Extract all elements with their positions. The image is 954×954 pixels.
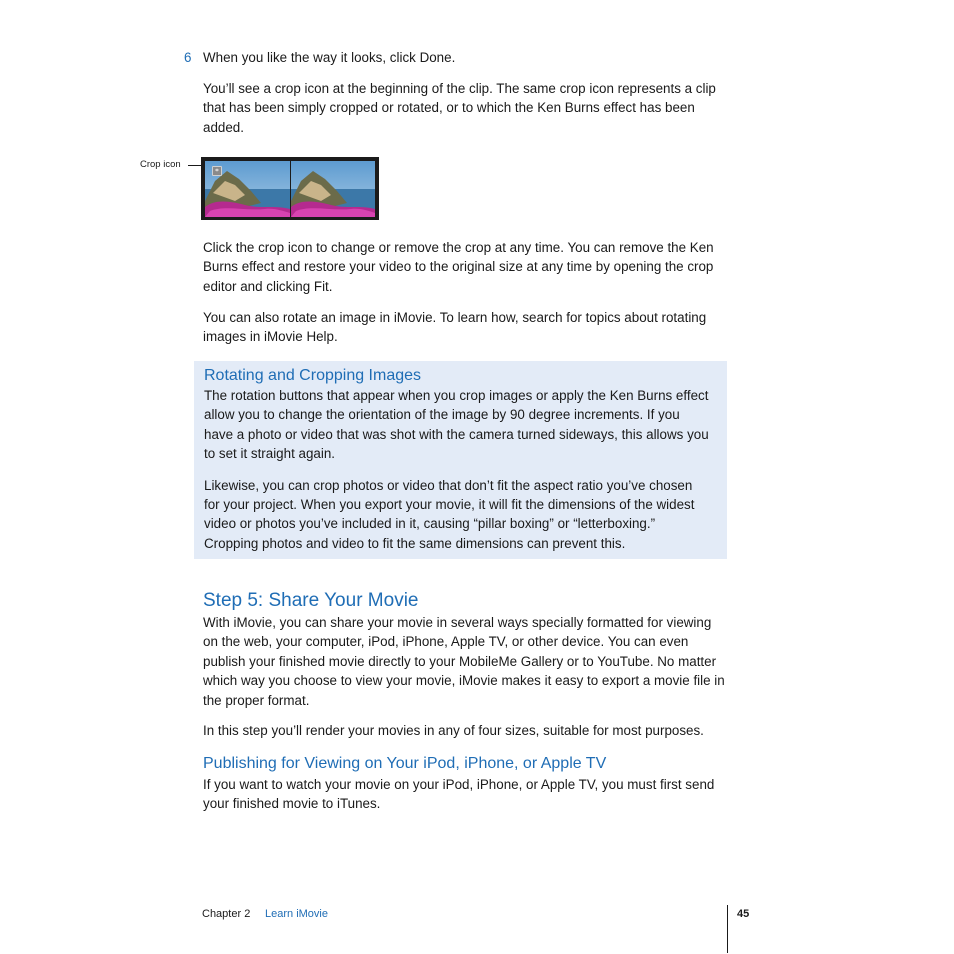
subsection-title: Publishing for Viewing on Your iPod, iPhone, or Apple TV [203, 755, 607, 772]
intro-paragraph: You’ll see a crop icon at the beginning of the clip. The same crop icon represents a clip that has been simply cropped or rotated, or to which the Ken Burns effect has been added. [203, 81, 716, 135]
footer-divider [727, 905, 728, 953]
rotate-paragraph: You can also rotate an image in iMovie. To learn how, search for topics about rotating images in iMovie Help. [203, 310, 707, 345]
step-instruction: When you like the way it looks, click Done. [203, 50, 456, 65]
clip-frame-image [291, 161, 375, 217]
section-paragraph: With iMovie, you can share your movie in several ways specially formatted for viewing on the web, your computer, iPod, iPhone, Apple TV, or other device. You can even publish your finished movie directly to your MobileMe Gallery or to YouTube. No matter which way you choose to view your movie, iMovie makes it easy to export a movie file in the proper format. [203, 615, 725, 708]
footer-chapter: Chapter 2 [202, 908, 251, 920]
crop-paragraph: Click the crop icon to change or remove the crop at any time. You can remove the Ken Burns effect and restore your video to the original size at any time by opening the crop editor and clicking Fit. [203, 240, 714, 294]
section-title: Step 5: Share Your Movie [203, 590, 419, 611]
sidebar-paragraph: The rotation buttons that appear when you crop images or apply the Ken Burns effect allow you to change the orientation of the image by 90 degree increments. If you have a photo or video that was shot with the camera turned sideways, this allows you to set it straight again. [204, 388, 709, 462]
page-number: 45 [737, 908, 750, 920]
step-number: 6 [184, 50, 192, 65]
clip-frame-image [205, 161, 290, 217]
sidebar-paragraph: Likewise, you can crop photos or video that don’t fit the aspect ratio you’ve chosen for your project. When you export your movie, it will fit the dimensions of the widest video or photos you’ve included in it, causing “pillar boxing” or “letterboxing.” Cropping photos and video to fit the same dimensions can prevent this. [204, 477, 695, 551]
sidebar-box [194, 361, 727, 559]
subsection-paragraph: If you want to watch your movie on your iPod, iPhone, or Apple TV, you must first send your finished movie to iTunes. [203, 777, 715, 812]
sidebar-title: Rotating and Cropping Images [204, 367, 422, 384]
section-paragraph: In this step you’ll render your movies in any of four sizes, suitable for most purposes. [203, 723, 704, 738]
clip-thumbnail-figure [201, 157, 379, 220]
crop-icon[interactable]: ⌗ [212, 166, 222, 176]
figure-callout-label: Crop icon [140, 159, 181, 170]
footer-chapter-title[interactable]: Learn iMovie [265, 908, 328, 920]
